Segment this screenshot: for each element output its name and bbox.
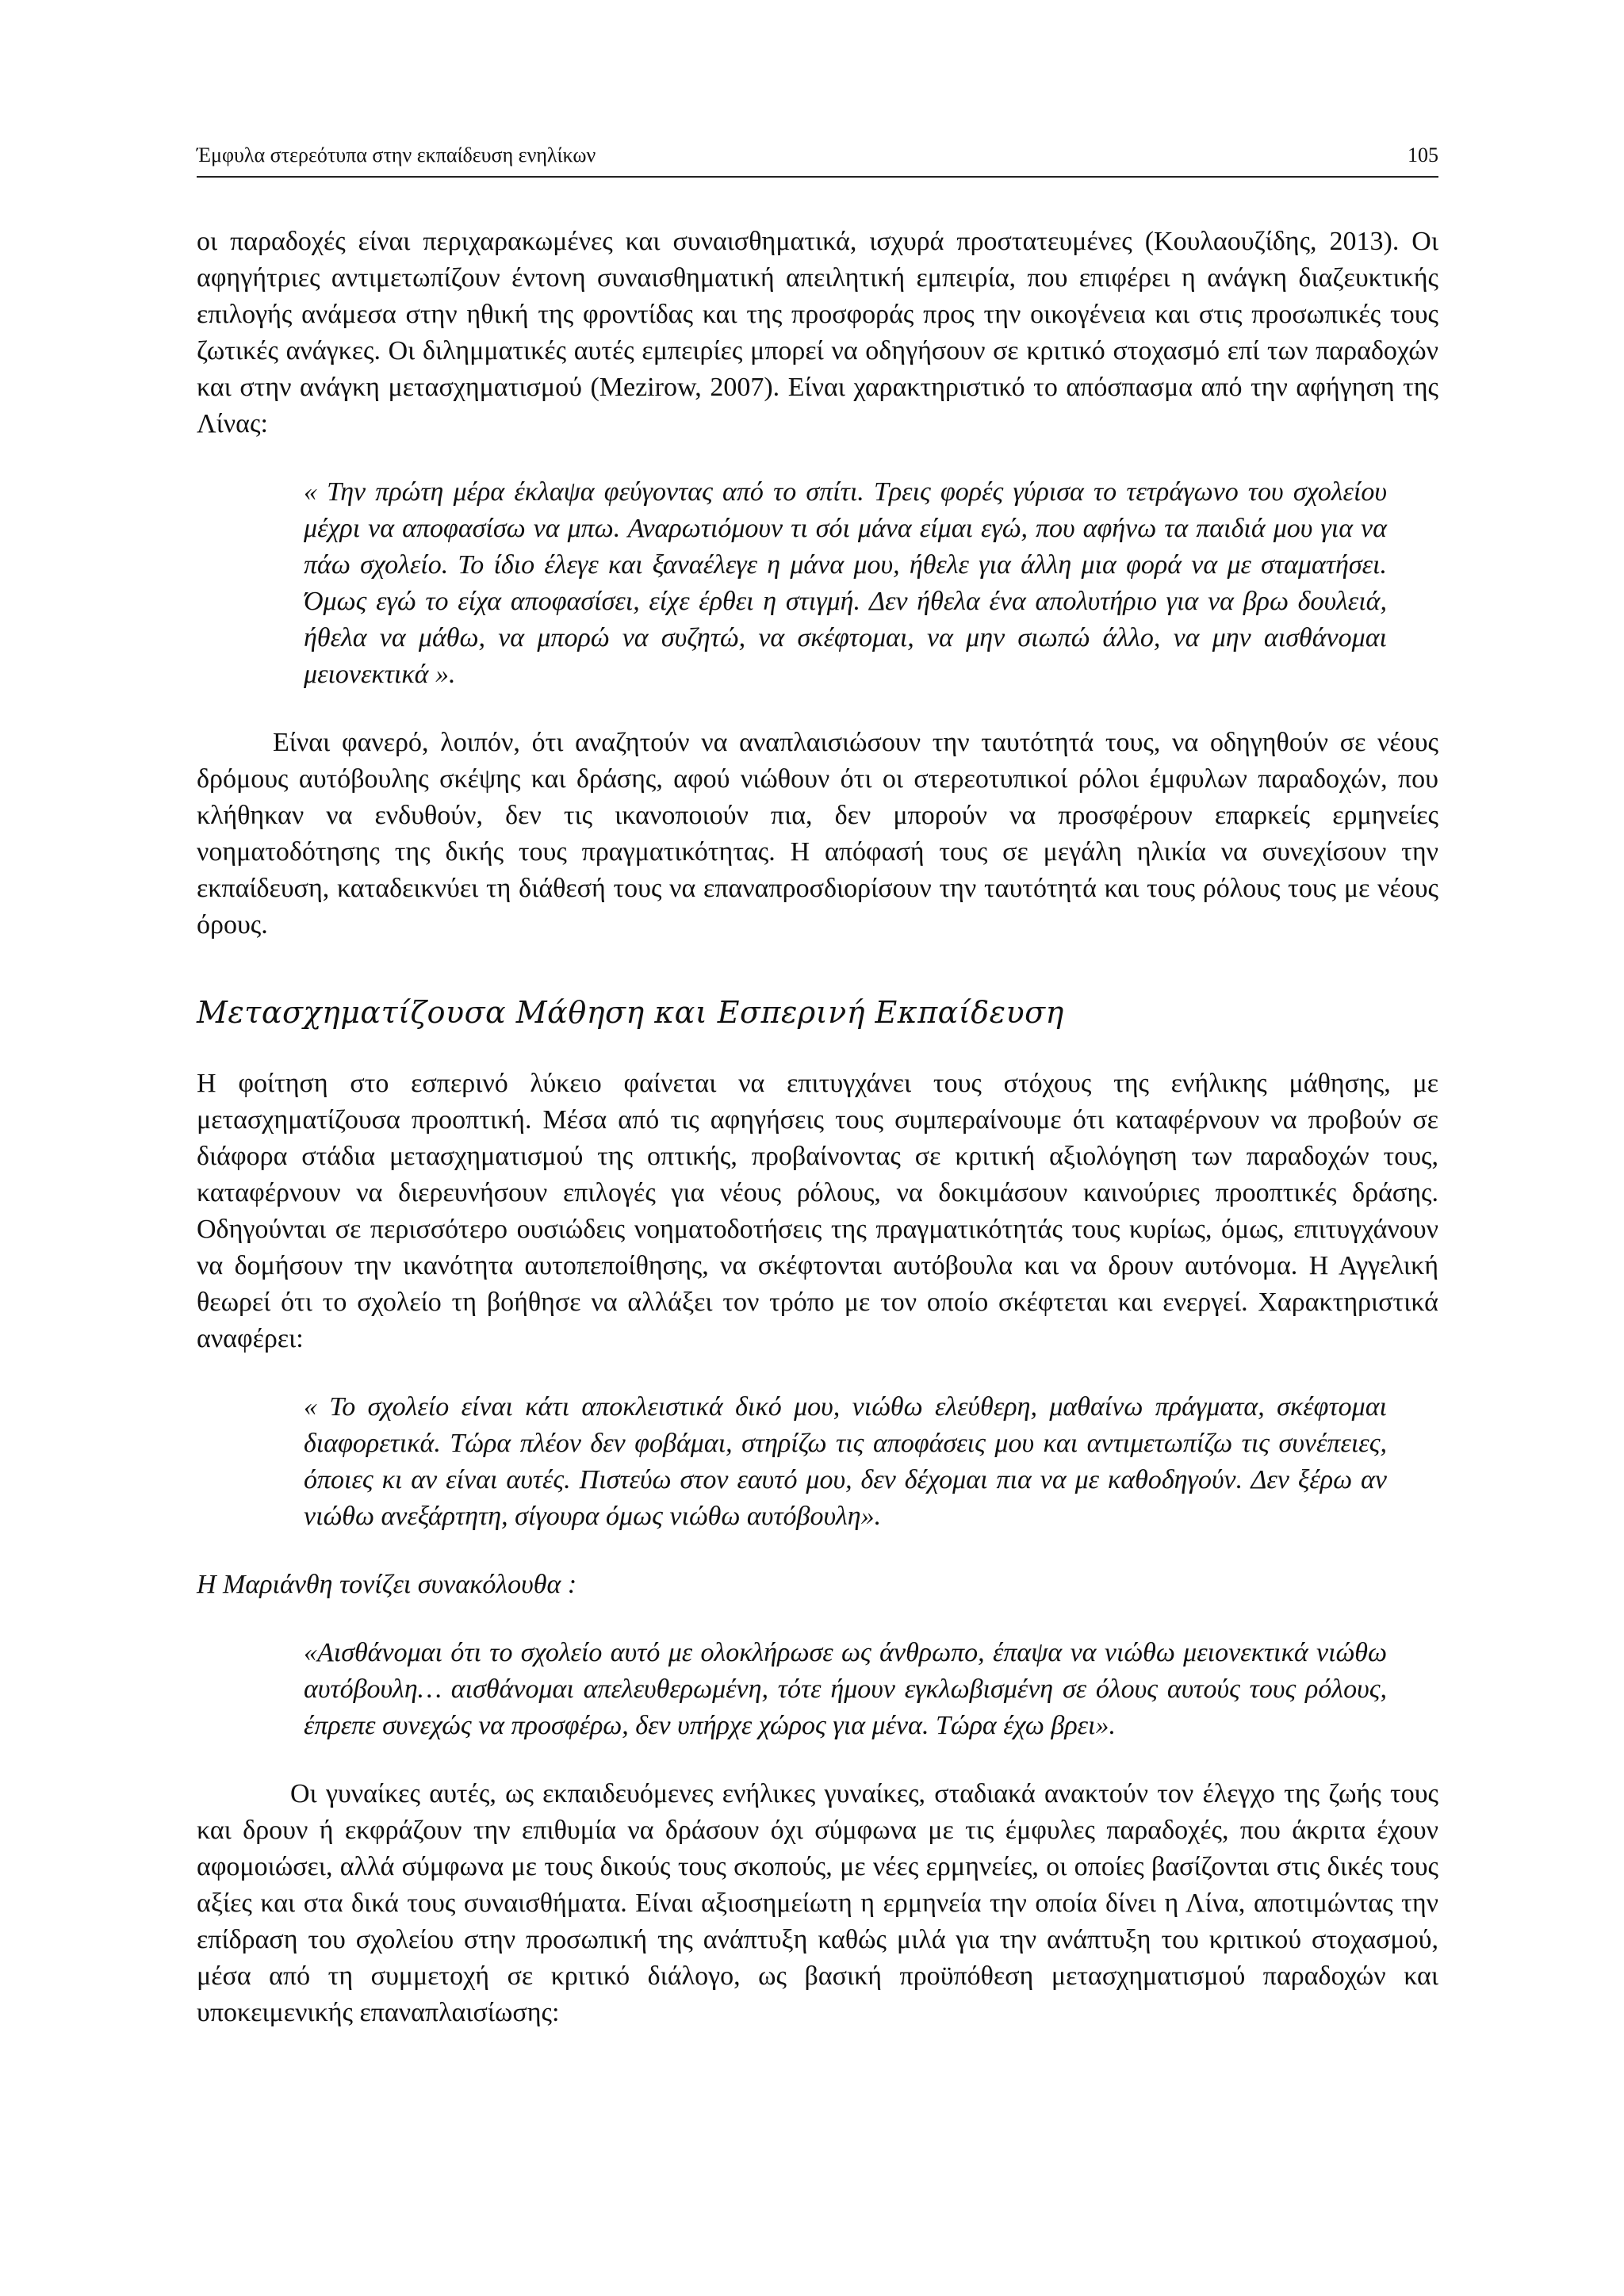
page-body <box>197 224 1438 2031</box>
quote-intro-line: Η Μαριάνθη τονίζει συνακόλουθα : <box>197 1570 577 1599</box>
paragraph-continuation: οι παραδοχές είναι περιχαρακωμένες και συναισθηματικά, ισχυρά προστατευμένες (Κουλαουζίδης, 2013). Οι αφηγήτριες αντιμετωπίζουν έντονη συναισθηματική απειλητική εμπειρία, που επιφέρει η ανάγκη διαζευκτικής επιλογής ανάμεσα στην ηθική της φροντίδας και της προσφοράς προς την οικογένεια και στις προσωπικές τους ζωτικές ανάγκες. Οι διλημματικές αυτές εμπειρίες μπορεί να οδηγήσουν σε κριτικό στοχασμό επί των παραδοχών και στην ανάγκη μετασχηματισμού (Mezirow, 2007). Είναι χαρακτηριστικό το απόσπασμα από την αφήγηση της Λίνας: <box>197 227 1438 438</box>
block-quote-angeliki: « Το σχολείο είναι κάτι αποκλειστικά δικό μου, νιώθω ελεύθερη, μαθαίνω πράγματα, σκέφτομαι διαφορετικά. Τώρα πλέον δεν φοβάμαι, στηρίζω τις αποφάσεις μου και αντιμετωπίζω τις συνέπειες, όποιες κι αν είναι αυτές. Πιστεύω στον εαυτό μου, δεν δέχομαι πια να με καθοδηγούν. Δεν ξέρω αν νιώθω ανεξάρτητη, σίγουρα όμως νιώθω αυτόβουλη». <box>304 1392 1387 1531</box>
section-heading: Μετασχηματίζουσα Μάθηση και Εσπερινή Εκπαίδευση <box>197 995 1064 1030</box>
running-header <box>197 141 1438 178</box>
running-title: Έμφυλα στερεότυπα στην εκπαίδευση ενηλίκων <box>197 144 596 166</box>
paragraph-evening-school: Η φοίτηση στο εσπερινό λύκειο φαίνεται να επιτυγχάνει τους στόχους της ενήλικης μάθησης, με μετασχηματίζουσα προοπτική. Μέσα από τις αφηγήσεις τους συμπεραίνουμε ότι καταφέρνουν να προβούν σε διάφορα στάδια μετασχηματισμού της οπτικής, προβαίνοντας σε κριτική αξιολόγηση των παραδοχών τους, καταφέρνουν να διερευνήσουν επιλογές για νέους ρόλους, να δοκιμάσουν καινούριες προοπτικές δράσης. Οδηγούνται σε περισσότερο ουσιώδεις νοηματοδοτήσεις της πραγματικότητάς τους κυρίως, όμως, επιτυγχάνουν να δομήσουν την ικανότητα αυτοπεποίθησης, να σκέφτονται αυτόβουλα και να δρουν αυτόνομα. Η Αγγελική θεωρεί ότι το σχολείο τη βοήθησε να αλλάξει τον τρόπο με τον οποίο σκέφτεται και ενεργεί. Χαρακτηριστικά αναφέρει: <box>197 1069 1438 1353</box>
page-number: 105 <box>1408 144 1438 166</box>
paragraph-identity: Είναι φανερό, λοιπόν, ότι αναζητούν να αναπλαισιώσουν την ταυτότητά τους, να οδηγηθούν σε νέους δρόμους αυτόβουλης σκέψης και δράσης, αφού νιώθουν ότι οι στερεοτυπικοί ρόλοι έμφυλων παραδοχών, που κλήθηκαν να ενδυθούν, δεν τις ικανοποιούν πια, δεν μπορούν να προσφέρουν επαρκείς ερμηνείες νοηματοδότησης της δικής τους πραγματικότητας. Η απόφασή τους σε μεγάλη ηλικία να συνεχίσουν την εκπαίδευση, καταδεικνύει τη διάθεσή τους να επαναπροσδιορίσουν την ταυτότητά και τους ρόλους τους με νέους όρους. <box>197 728 1438 939</box>
block-quote-marianthi: «Αισθάνομαι ότι το σχολείο αυτό με ολοκλήρωσε ως άνθρωπο, έπαψα να νιώθω μειονεκτικά νιώθω αυτόβουλη… αισθάνομαι απελευθερωμένη, τότε ήμουν εγκλωβισμένη σε όλους αυτούς τους ρόλους, έπρεπε συνεχώς να προσφέρω, δεν υπήρχε χώρος για μένα. Τώρα έχω βρει». <box>304 1638 1387 1740</box>
block-quote-lina: « Την πρώτη μέρα έκλαψα φεύγοντας από το σπίτι. Τρεις φορές γύρισα το τετράγωνο του σχολείου μέχρι να αποφασίσω να μπω. Αναρωτιόμουν τι σόι μάνα είμαι εγώ, που αφήνω τα παιδιά μου για να πάω σχολείο. Το ίδιο έλεγε και ξαναέλεγε η μάνα μου, ήθελε για άλλη μια φορά να με σταματήσει. Όμως εγώ το είχα αποφασίσει, είχε έρθει η στιγμή. Δεν ήθελα ένα απολυτήριο για να βρω δουλειά, ήθελα να μάθω, να μπορώ να συζητώ, να σκέφτομαι, να μην σιωπώ άλλο, να μην αισθάνομαι μειονεκτικά ». <box>304 477 1387 689</box>
paragraph-women-control: Οι γυναίκες αυτές, ως εκπαιδευόμενες ενήλικες γυναίκες, σταδιακά ανακτούν τον έλεγχο της ζωής τους και δρουν ή εκφράζουν την επιθυμία να δράσουν όχι σύμφωνα με τις έμφυλες παραδοχές, που άκριτα έχουν αφομοιώσει, αλλά σύμφωνα με τους δικούς τους σκοπούς, με νέες ερμηνείες, οι οποίες βασίζονται στις δικές τους αξίες και στα δικά τους συναισθήματα. Είναι αξιοσημείωτη η ερμηνεία την οποία δίνει η Λίνα, αποτιμώντας την επίδραση του σχολείου στην προσωπική της ανάπτυξη καθώς μιλά για την ανάπτυξη του κριτικού στοχασμού, μέσα από τη συμμετοχή σε κριτικό διάλογο, ως βασική προϋπόθεση μετασχηματισμού παραδοχών και υποκειμενικής επαναπλαισίωσης: <box>197 1779 1438 2027</box>
